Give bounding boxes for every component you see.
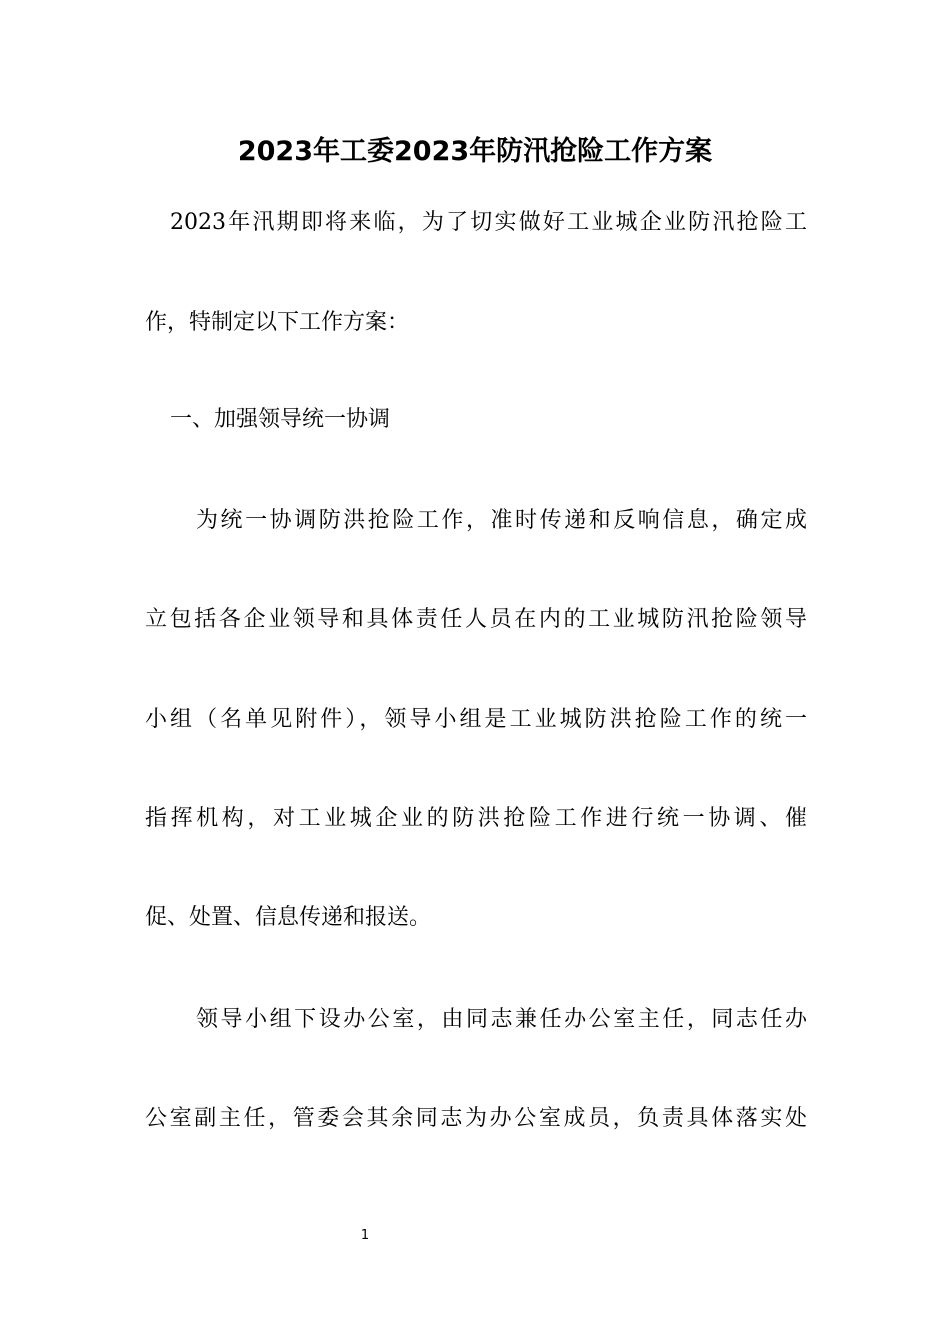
text-line: 小组（名单见附件），领导小组是工业城防洪抢险工作的统一 (145, 707, 807, 732)
text-line: 立包括各企业领导和具体责任人员在内的工业城防汛抢险领导 (145, 607, 807, 632)
text-line: 为统一协调防洪抢险工作，准时传递和反响信息，确定成 (196, 508, 807, 533)
text-line: 公室副主任，管委会其余同志为办公室成员，负责具体落实处 (145, 1106, 807, 1131)
text-line: 作，特制定以下工作方案： (145, 310, 410, 335)
page-number: 1 (360, 1228, 370, 1243)
text-line: 领导小组下设办公室，由同志兼任办公室主任，同志任办 (196, 1007, 807, 1032)
page-title: 2023年工委2023年防汛抢险工作方案 (237, 136, 713, 167)
text-line: 指挥机构，对工业城企业的防洪抢险工作进行统一协调、催 (145, 806, 807, 831)
text-line: 促、处置、信息传递和报送。 (145, 905, 432, 930)
text-line: 2023年汛期即将来临，为了切实做好工业城企业防汛抢险工 (170, 210, 807, 235)
section-heading: 一、加强领导统一协调 (170, 407, 391, 432)
